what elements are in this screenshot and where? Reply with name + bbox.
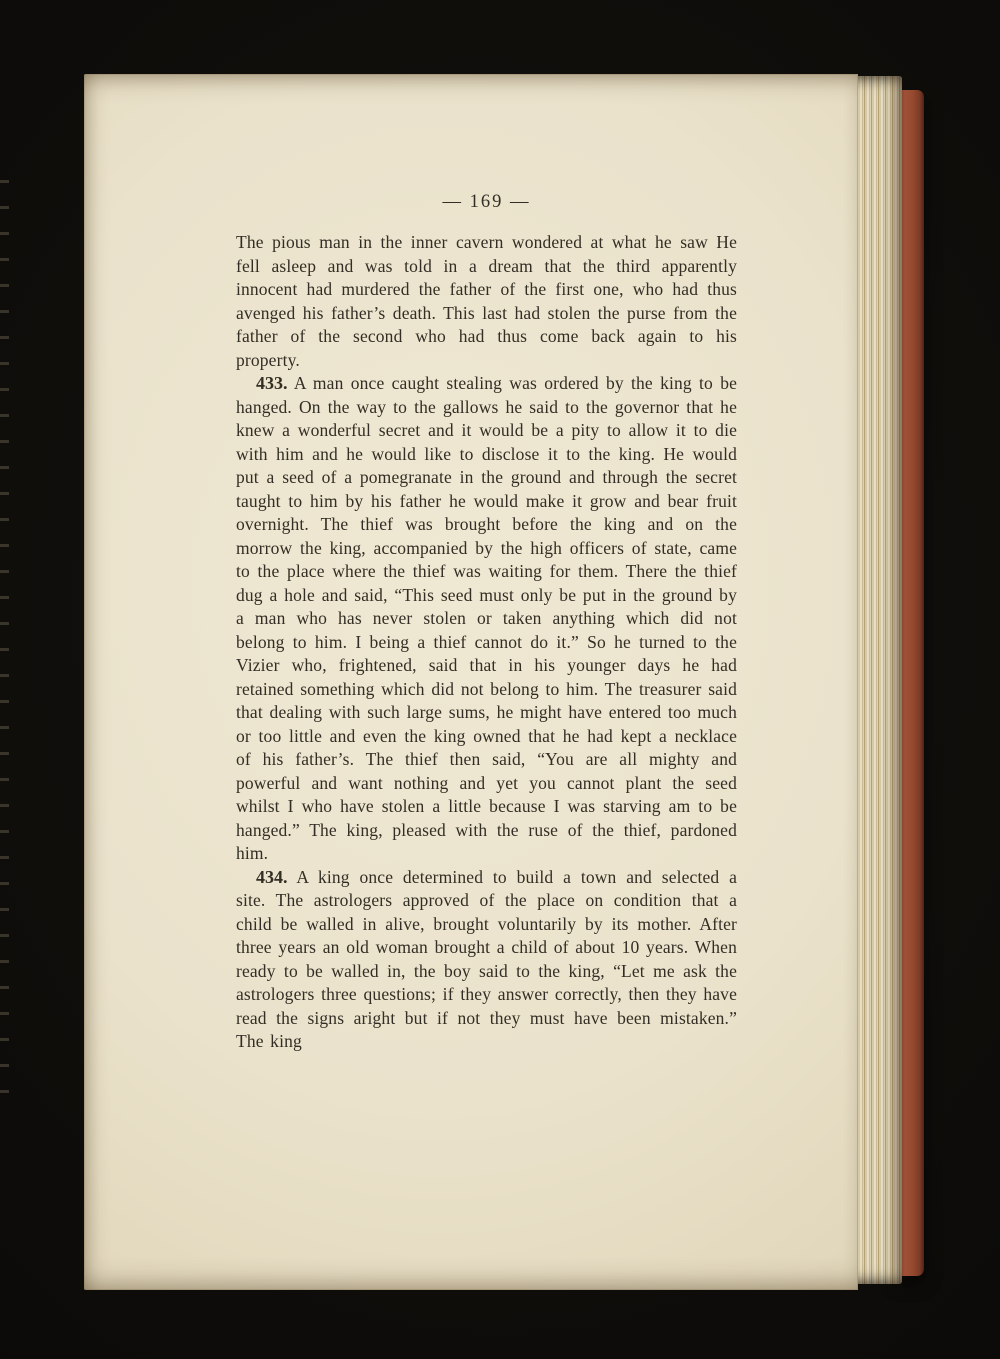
paragraph-continuation [236, 231, 737, 372]
book [84, 74, 924, 1290]
paragraph-number: 434. [256, 866, 288, 887]
paragraph-text: A man once caught stealing was ordered by the king to be hanged. On the way to the gallows he said to the governor that he knew a wonderful secret and it would be a pity to allow it to die with him and he would like to disclose it to the king. He would put a seed of a pomegranate in the ground and through the secret taught to him by his father he would make it grow and bear fruit overnight. The thief was brought before the king and on the morrow the king, accompanied by the high officers of state, came to the place where the thief was waiting for them. There the thief dug a hole and said, “This seed must only be put in the ground by a man who has never stolen or taken anything which did not belong to him. I being a thief cannot do it.” So he turned to the Vizier who, frightened, said that in his younger days he had retained something which did not belong to him. The treasurer said that dealing with such large sums, he might have entered too much or too little and even the king owned that he had kept a necklace of his father’s. The thief then said, “You are all mighty and powerful and want nothing and yet you cannot plant the seed whilst I who have stolen a little because I was starving am to be hanged.” The king, pleased with the ruse of the thief, pardoned him. [236, 373, 738, 863]
paragraph-text: A king once determined to build a town and selected a site. The astrologers approved of the place on condition that a child be walled in alive, brought voluntarily by its mother. After three years an old woman brought a child of about 10 years. When ready to be walled in, the boy said to the king, “Let me ask the astrologers three questions; if they answer correctly, then they have read the signs aright but if not they must have been mistaken.” The king [236, 866, 737, 1051]
paragraph-434 [236, 866, 737, 1054]
paragraph-433 [236, 372, 737, 866]
book-page [84, 74, 858, 1290]
page-text [236, 231, 737, 1054]
page-number: — 169 — [442, 192, 531, 212]
paragraph-text: The pious man in the inner cavern wondered at what he saw He fell asleep and was told in a dream that the third apparently innocent had murdered the father of the first one, who had thus avenged his father’s death. This last had stolen the purse from the father of the second who had thus come back again to his property. [236, 232, 737, 370]
paragraph-number: 433. [256, 373, 288, 393]
facing-page-edge-bleed [0, 165, 9, 1095]
